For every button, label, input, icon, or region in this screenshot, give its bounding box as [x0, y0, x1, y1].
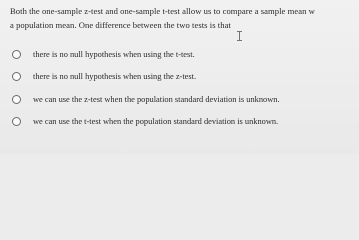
question-line-2: a population mean. One difference between the two tests is that [10, 20, 231, 30]
answer-option-2[interactable] [10, 66, 353, 89]
answer-options [10, 43, 353, 133]
answer-option-3[interactable] [10, 88, 353, 111]
question-text [10, 4, 359, 32]
answer-option-label: we can use the z-test when the population standard deviation is unknown. [33, 94, 280, 104]
radio-button-icon[interactable] [12, 50, 21, 59]
radio-button-icon[interactable] [12, 72, 21, 81]
text-cursor-icon [239, 31, 240, 41]
answer-option-1[interactable] [10, 43, 353, 66]
radio-button-icon[interactable] [12, 95, 21, 104]
answer-option-label: we can use the t-test when the population standard deviation is unknown. [33, 117, 279, 127]
radio-button-icon[interactable] [12, 117, 21, 126]
answer-option-label: there is no null hypothesis when using the t-test. [33, 49, 195, 59]
answer-option-label: there is no null hypothesis when using the z-test. [33, 72, 197, 82]
answer-option-4[interactable] [10, 111, 353, 134]
question-line-1: Both the one-sample z-test and one-sample t-test allow us to compare a sample mean w [10, 6, 315, 16]
